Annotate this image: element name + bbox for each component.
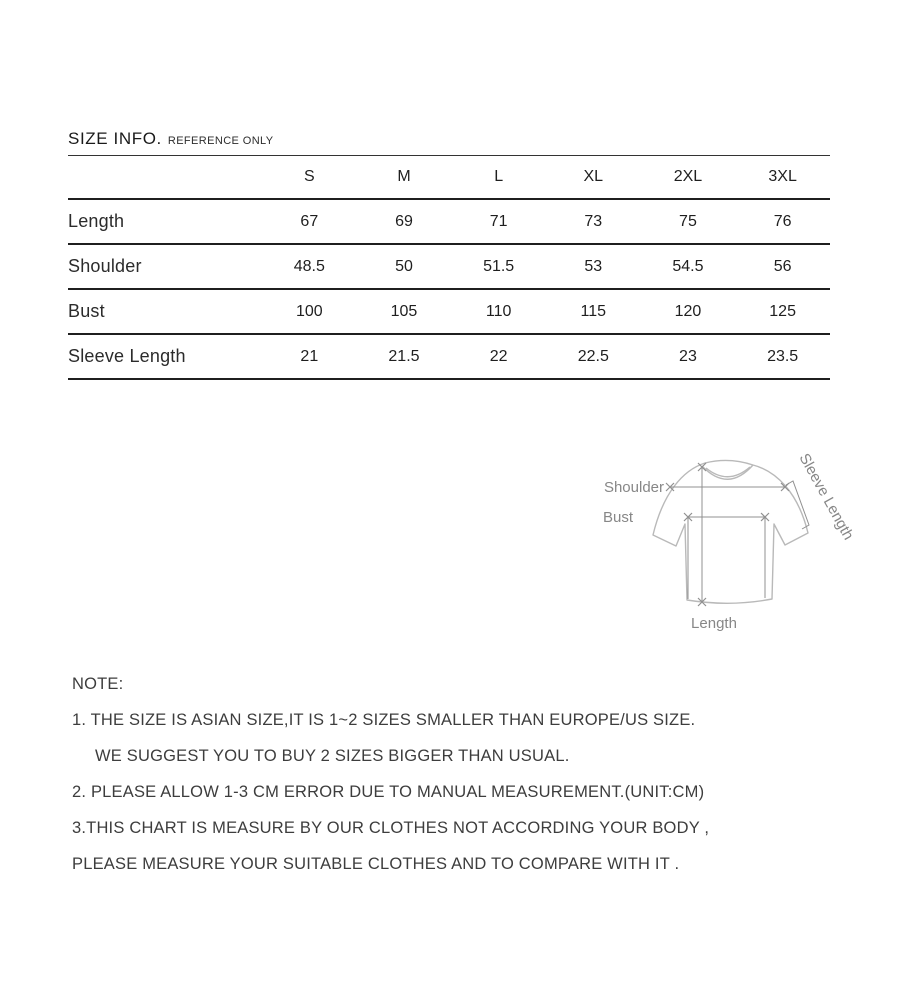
sleeve-length-diagram-label: Sleeve Length [795, 450, 857, 543]
size-column-header-2xl: 2XL [673, 168, 703, 185]
measurement-label: Sleeve Length [68, 346, 186, 366]
size-value: 53 [584, 257, 603, 275]
size-value: 75 [679, 212, 697, 230]
size-value: 100 [295, 302, 323, 320]
measurement-label: Length [68, 211, 125, 231]
bust-diagram-label: Bust [603, 509, 634, 526]
tshirt-diagram-svg [580, 440, 860, 650]
size-column-header-l: L [494, 168, 504, 185]
table-row-length [68, 199, 830, 244]
size-value: 21 [300, 347, 319, 365]
size-value: 125 [769, 302, 796, 320]
size-value: 73 [584, 212, 603, 230]
size-value: 67 [300, 212, 319, 230]
size-value: 50 [395, 257, 413, 275]
length-diagram-label: Length [691, 615, 737, 632]
size-value: 54.5 [672, 257, 704, 275]
size-value: 22 [489, 347, 508, 365]
notes-section [72, 674, 862, 890]
shoulder-diagram-label: Shoulder [603, 479, 664, 496]
size-table [68, 156, 830, 380]
measurement-lines [670, 467, 809, 602]
size-value: 23 [679, 347, 697, 365]
size-value: 22.5 [577, 347, 609, 365]
size-value: 110 [485, 302, 512, 320]
size-column-header-s: S [303, 168, 315, 185]
note-line-1: 1. THE SIZE IS ASIAN SIZE,IT IS 1~2 SIZES SMALLER THAN EUROPE/US SIZE. [72, 711, 696, 729]
reference-only-label: REFERENCE ONLY [167, 135, 274, 147]
size-value: 105 [390, 302, 418, 320]
size-value: 21.5 [388, 347, 420, 365]
size-header-row [68, 156, 830, 199]
size-value: 76 [773, 212, 792, 230]
note-line-3b: PLEASE MEASURE YOUR SUITABLE CLOTHES AND TO COMPARE WITH IT . [72, 855, 680, 873]
measurement-label: Shoulder [68, 256, 142, 276]
measure-x-marks [666, 463, 789, 606]
table-row-bust [68, 289, 830, 334]
page-title [68, 129, 273, 149]
size-column-header-m: M [397, 168, 411, 185]
size-value: 23.5 [767, 347, 799, 365]
size-value: 48.5 [293, 257, 325, 275]
size-value: 115 [580, 302, 607, 320]
size-value: 69 [395, 212, 413, 230]
size-info-title: SIZE INFO. [68, 129, 162, 148]
size-value: 71 [489, 212, 508, 230]
measurement-label: Bust [68, 301, 105, 321]
tshirt-outline-icon [653, 460, 808, 603]
size-value: 51.5 [483, 257, 515, 275]
size-column-header-3xl: 3XL [768, 168, 797, 185]
note-line-1b: WE SUGGEST YOU TO BUY 2 SIZES BIGGER THAN USUAL. [95, 747, 570, 765]
note-line-3: 3.THIS CHART IS MEASURE BY OUR CLOTHES NOT ACCORDING YOUR BODY , [72, 819, 710, 837]
size-column-header-xl: XL [583, 168, 604, 185]
size-value: 56 [773, 257, 792, 275]
size-table-container [68, 155, 830, 380]
tshirt-measurement-diagram [580, 440, 860, 650]
table-row-sleeve-length [68, 334, 830, 379]
note-line-2: 2. PLEASE ALLOW 1-3 CM ERROR DUE TO MANUAL MEASUREMENT.(UNIT:CM) [72, 783, 705, 801]
size-value: 120 [674, 302, 702, 320]
notes-heading: NOTE: [72, 675, 124, 693]
empty-header-cell [68, 156, 262, 199]
table-row-shoulder [68, 244, 830, 289]
